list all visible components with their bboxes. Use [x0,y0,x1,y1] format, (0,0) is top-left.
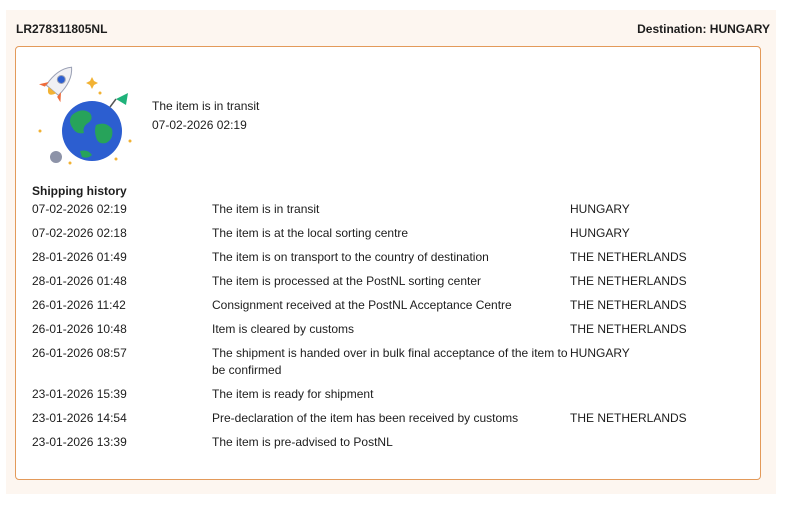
shipping-history-title: Shipping history [32,184,127,198]
shipping-history-list [32,201,752,458]
history-country: THE NETHERLANDS [570,322,687,336]
history-description: The item is ready for shipment [212,387,374,401]
history-country: THE NETHERLANDS [570,250,687,264]
history-date: 26-01-2026 10:48 [32,322,127,336]
history-row [32,273,752,297]
history-country: HUNGARY [570,226,630,240]
history-date: 23-01-2026 13:39 [32,435,127,449]
tracking-number: LR278311805NL [16,22,108,36]
history-date: 07-02-2026 02:19 [32,202,127,216]
history-description: The shipment is handed over in bulk final acceptance of the item to be confirmed [212,346,568,377]
tracking-panel [6,10,776,494]
history-date: 26-01-2026 11:42 [32,298,126,312]
history-country: THE NETHERLANDS [570,411,687,425]
rocket-globe-icon [30,59,140,169]
tracking-card [15,46,761,480]
current-status [152,97,259,135]
history-row [32,201,752,225]
history-date: 28-01-2026 01:48 [32,274,127,288]
history-date: 28-01-2026 01:49 [32,250,127,264]
history-description: The item is at the local sorting centre [212,226,409,240]
history-row [32,249,752,273]
history-description: Item is cleared by customs [212,322,355,336]
history-country: HUNGARY [570,346,630,360]
panel-header [16,22,770,38]
history-description: The item is in transit [212,202,320,216]
history-row [32,225,752,249]
current-status-text: The item is in transit [152,99,260,113]
history-date: 26-01-2026 08:57 [32,346,127,360]
current-status-datetime: 07-02-2026 02:19 [152,118,247,132]
history-country: THE NETHERLANDS [570,274,687,288]
history-description: Consignment received at the PostNL Acceptance Centre [212,298,512,312]
history-date: 23-01-2026 14:54 [32,411,127,425]
history-date: 23-01-2026 15:39 [32,387,127,401]
history-country: THE NETHERLANDS [570,298,687,312]
history-row [32,410,752,434]
history-row [32,321,752,345]
history-description: The item is processed at the PostNL sorting center [212,274,482,288]
history-row [32,386,752,410]
history-description: The item is pre-advised to PostNL [212,435,393,449]
history-row [32,297,752,321]
history-description: Pre-declaration of the item has been received by customs [212,411,519,425]
history-description: The item is on transport to the country of destination [212,250,489,264]
history-date: 07-02-2026 02:18 [32,226,127,240]
destination-label: Destination: HUNGARY [637,22,770,36]
history-row [32,434,752,458]
history-country: HUNGARY [570,202,630,216]
history-row [32,345,752,386]
